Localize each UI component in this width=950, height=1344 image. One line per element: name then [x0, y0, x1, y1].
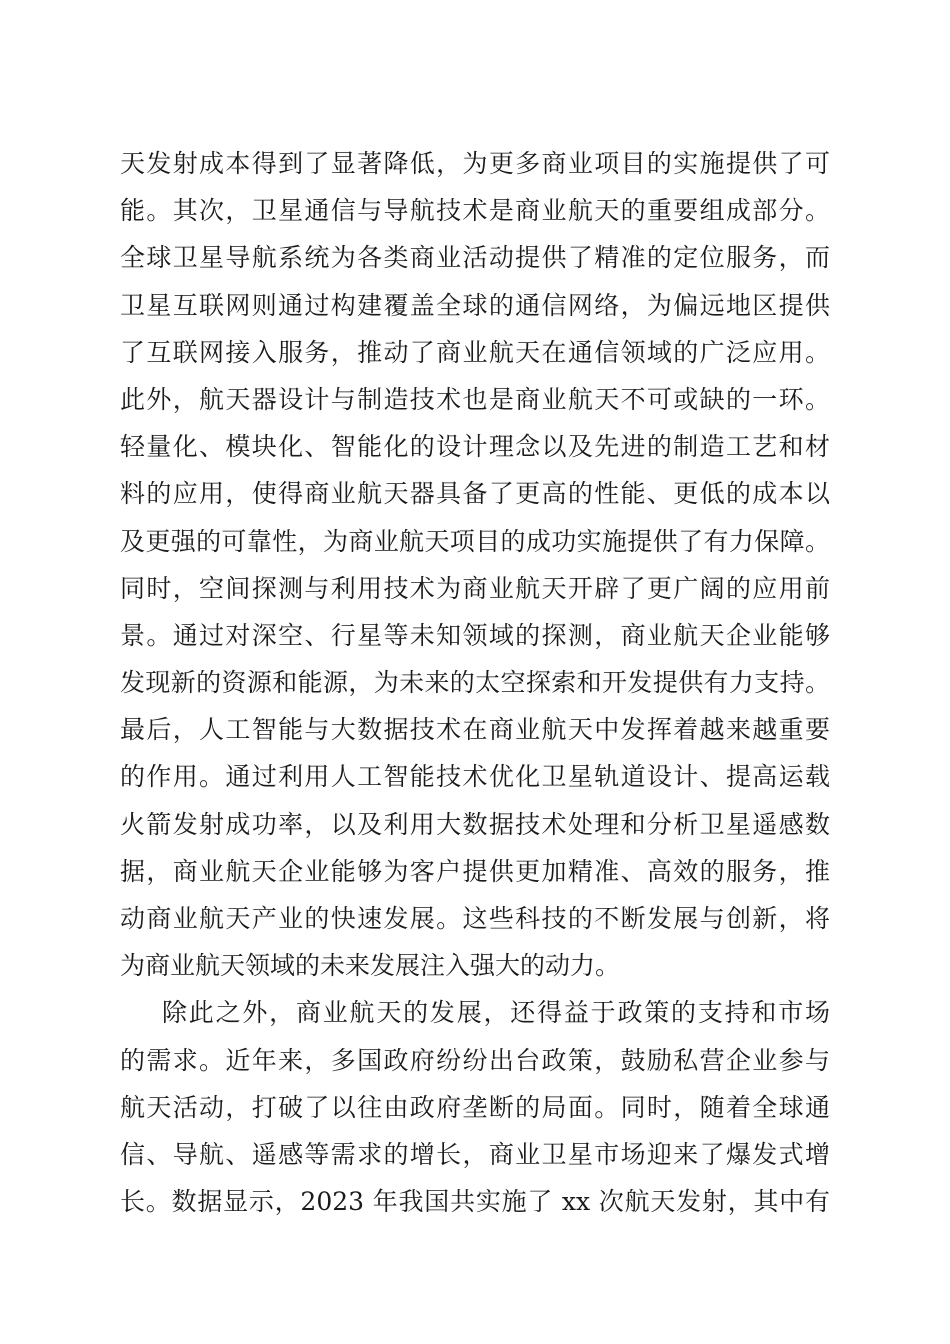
text-line: 卫星互联网则通过构建覆盖全球的通信网络，为偏远地区提供 — [120, 290, 830, 320]
text-line: 及更强的可靠性，为商业航天项目的成功实施提供了有力保障。 — [120, 526, 830, 556]
text-line: 同时，空间探测与利用技术为商业航天开辟了更广阔的应用前 — [120, 573, 830, 603]
text-line: 能。其次，卫星通信与导航技术是商业航天的重要组成部分。 — [120, 196, 830, 226]
text-line: 的作用。通过利用人工智能技术优化卫星轨道设计、提高运载 — [120, 762, 830, 792]
text-line: 的需求。近年来，多国政府纷纷出台政策，鼓励私营企业参与 — [120, 1045, 830, 1075]
text-line: 为商业航天领域的未来发展注入强大的动力。 — [120, 951, 621, 981]
body-text — [120, 140, 830, 1225]
text-line: 轻量化、模块化、智能化的设计理念以及先进的制造工艺和材 — [120, 432, 830, 462]
text-line: 最后，人工智能与大数据技术在商业航天中发挥着越来越重要 — [120, 715, 830, 745]
text-line: 据，商业航天企业能够为客户提供更加精准、高效的服务，推 — [120, 856, 830, 886]
text-line: 全球卫星导航系统为各类商业活动提供了精准的定位服务，而 — [120, 243, 830, 273]
text-line: 料的应用，使得商业航天器具备了更高的性能、更低的成本以 — [120, 479, 830, 509]
text-line: 天发射成本得到了显著降低，为更多商业项目的实施提供了可 — [120, 149, 830, 178]
text-line: 景。通过对深空、行星等未知领域的探测，商业航天企业能够 — [120, 620, 830, 650]
text-line: 此外，航天器设计与制造技术也是商业航天不可或缺的一环。 — [120, 384, 830, 414]
text-line: 除此之外，商业航天的发展，还得益于政策的支持和市场 — [162, 998, 830, 1028]
text-line: 长。数据显示，2023 年我国共实施了 xx 次航天发射，其中有 — [120, 1187, 830, 1217]
text-line: 了互联网接入服务，推动了商业航天在通信领域的广泛应用。 — [120, 337, 830, 367]
paragraph-2 — [120, 989, 830, 1225]
text-line: 发现新的资源和能源，为未来的太空探索和开发提供有力支持。 — [120, 668, 830, 698]
text-line: 动商业航天产业的快速发展。这些科技的不断发展与创新，将 — [120, 904, 830, 933]
text-line: 航天活动，打破了以往由政府垄断的局面。同时，随着全球通 — [120, 1092, 830, 1122]
text-line: 火箭发射成功率，以及利用大数据技术处理和分析卫星遥感数 — [120, 809, 830, 839]
paragraph-1 — [120, 140, 830, 989]
text-line: 信、导航、遥感等需求的增长，商业卫星市场迎来了爆发式增 — [120, 1139, 830, 1169]
